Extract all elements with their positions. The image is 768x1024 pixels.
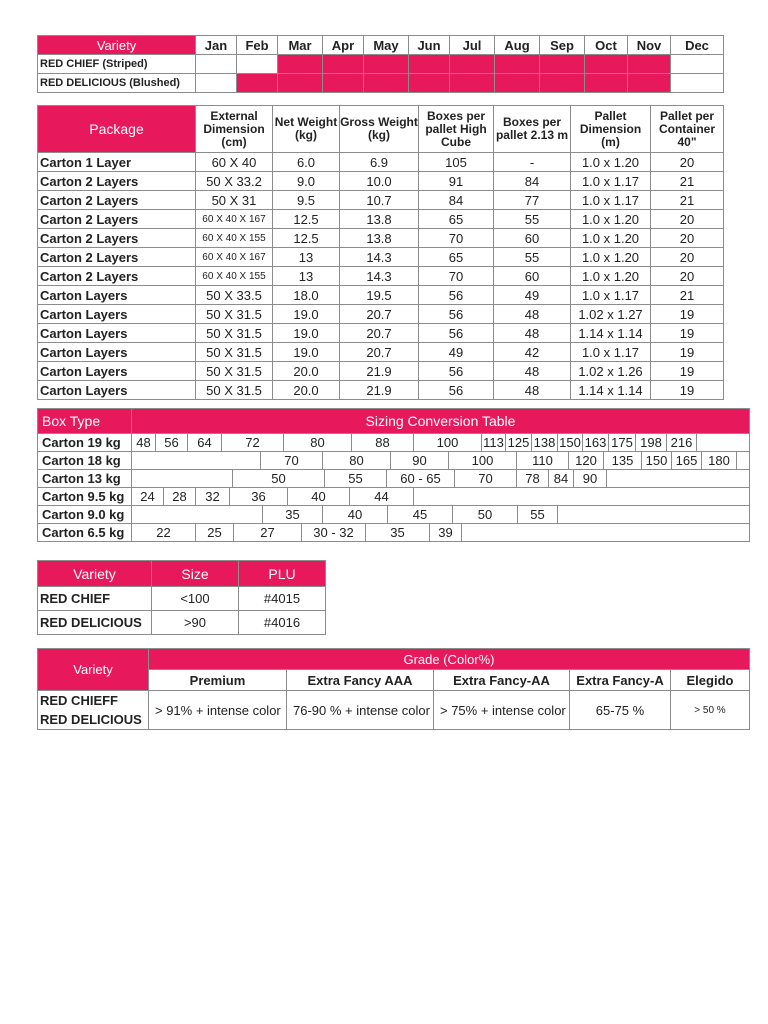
month-header: Nov — [628, 36, 671, 55]
plu-size: >90 — [152, 611, 239, 635]
grade-premium-header: Premium — [149, 670, 287, 691]
package-cell: 19.5 — [340, 286, 419, 305]
package-cell: 1.0 x 1.20 — [571, 267, 651, 286]
plu-code: #4015 — [239, 587, 326, 611]
package-cell: 50 X 31.5 — [196, 324, 273, 343]
month-cell — [628, 74, 671, 93]
package-cell: 65 — [419, 248, 494, 267]
package-cell: 12.5 — [273, 210, 340, 229]
size-strip — [132, 434, 750, 452]
grade-elegido-value: > 50 % — [671, 691, 750, 730]
package-cell: 1.0 x 1.17 — [571, 191, 651, 210]
size-strip — [132, 524, 750, 542]
grade-aaa-header: Extra Fancy AAA — [287, 670, 434, 691]
month-header: Jun — [409, 36, 450, 55]
box-type: Carton 18 kg — [38, 452, 132, 470]
size-value: 35 — [366, 524, 430, 541]
month-cell — [409, 55, 450, 74]
size-value: 30 - 32 — [302, 524, 366, 541]
package-header: Package — [38, 106, 196, 153]
package-cell: 84 — [494, 172, 571, 191]
month-header: Mar — [278, 36, 323, 55]
box-type: Carton 6.5 kg — [38, 524, 132, 542]
boxes-213-header: Boxes per pallet 2.13 m — [494, 106, 571, 153]
month-cell — [450, 74, 495, 93]
month-header: Aug — [495, 36, 540, 55]
grade-premium-value: > 91% + intense color — [149, 691, 287, 730]
package-cell: 20 — [651, 248, 724, 267]
plu-variety: RED DELICIOUS — [38, 611, 152, 635]
gross-weight-header: Gross Weight (kg) — [340, 106, 419, 153]
month-cell — [540, 55, 585, 74]
table-row — [38, 434, 750, 452]
month-cell — [196, 74, 237, 93]
month-header: Sep — [540, 36, 585, 55]
package-cell: 1.0 x 1.17 — [571, 286, 651, 305]
size-value: 84 — [549, 470, 574, 487]
package-cell: 60 X 40 — [196, 153, 273, 172]
package-cell: 70 — [419, 267, 494, 286]
grade-variety: RED CHIEFF — [40, 693, 118, 708]
size-value: 50 — [453, 506, 518, 523]
sizing-rows — [38, 434, 750, 542]
package-cell: 14.3 — [340, 267, 419, 286]
package-cell: 19 — [651, 362, 724, 381]
sizing-conversion-table — [37, 408, 750, 542]
package-cell: 20 — [651, 153, 724, 172]
variety-header: Variety — [38, 36, 196, 55]
package-cell: 1.02 x 1.26 — [571, 362, 651, 381]
empty-cell — [132, 470, 233, 487]
package-cell: 50 X 31.5 — [196, 381, 273, 400]
package-name: Carton Layers — [38, 286, 196, 305]
empty-cell — [132, 452, 261, 469]
size-value: 45 — [388, 506, 453, 523]
month-header: Apr — [323, 36, 364, 55]
month-cell — [278, 55, 323, 74]
grade-table — [37, 648, 750, 730]
plu-variety: RED CHIEF — [38, 587, 152, 611]
package-cell: 1.0 x 1.20 — [571, 248, 651, 267]
size-value: 64 — [188, 434, 222, 451]
calendar-row — [38, 74, 724, 93]
size-value: 100 — [414, 434, 482, 451]
package-cell: 65 — [419, 210, 494, 229]
package-cell: 10.7 — [340, 191, 419, 210]
grade-color-header: Grade (Color%) — [149, 649, 750, 670]
package-cell: 10.0 — [340, 172, 419, 191]
package-name: Carton 2 Layers — [38, 210, 196, 229]
package-cell: 20 — [651, 267, 724, 286]
month-header: Dec — [671, 36, 724, 55]
table-row — [38, 506, 750, 524]
package-name: Carton Layers — [38, 362, 196, 381]
size-value: 22 — [132, 524, 196, 541]
package-cell: 56 — [419, 324, 494, 343]
size-value: 44 — [350, 488, 414, 505]
package-cell: 70 — [419, 229, 494, 248]
size-value: 150 — [642, 452, 672, 469]
size-value: 40 — [323, 506, 388, 523]
plu-table — [37, 560, 326, 635]
table-row — [38, 305, 724, 324]
table-row — [38, 488, 750, 506]
table-row — [38, 172, 724, 191]
size-value: 110 — [517, 452, 569, 469]
size-strip — [132, 470, 750, 488]
package-cell: 1.0 x 1.20 — [571, 210, 651, 229]
size-value: 78 — [517, 470, 549, 487]
month-cell — [671, 74, 724, 93]
grade-aaa-value: 76-90 % + intense color — [287, 691, 434, 730]
size-value: 70 — [261, 452, 323, 469]
package-spec-table — [37, 105, 724, 400]
package-cell: 14.3 — [340, 248, 419, 267]
month-cell — [237, 74, 278, 93]
size-value: 32 — [196, 488, 230, 505]
month-header: May — [364, 36, 409, 55]
package-cell: 6.0 — [273, 153, 340, 172]
grade-aa-header: Extra Fancy-AA — [434, 670, 570, 691]
package-cell: 42 — [494, 343, 571, 362]
plu-size-header: Size — [152, 561, 239, 587]
box-type: Carton 9.0 kg — [38, 506, 132, 524]
package-cell: 50 X 33.5 — [196, 286, 273, 305]
month-cell — [364, 74, 409, 93]
month-cell — [495, 55, 540, 74]
table-row — [38, 343, 724, 362]
external-dimension-header: External Dimension (cm) — [196, 106, 273, 153]
package-cell: 50 X 31.5 — [196, 362, 273, 381]
sizing-title: Sizing Conversion Table — [132, 409, 750, 434]
package-cell: 48 — [494, 305, 571, 324]
package-cell: 20.7 — [340, 343, 419, 362]
size-value: 27 — [234, 524, 302, 541]
box-type: Carton 13 kg — [38, 470, 132, 488]
size-strip — [132, 488, 750, 506]
table-row — [38, 452, 750, 470]
package-name: Carton 2 Layers — [38, 172, 196, 191]
package-cell: 60 — [494, 267, 571, 286]
package-cell: 84 — [419, 191, 494, 210]
month-header: Feb — [237, 36, 278, 55]
size-value: 55 — [325, 470, 387, 487]
month-cell — [323, 74, 364, 93]
package-cell: 19.0 — [273, 343, 340, 362]
table-row — [38, 362, 724, 381]
size-value: 24 — [132, 488, 164, 505]
table-row — [38, 248, 724, 267]
package-cell: 1.14 x 1.14 — [571, 324, 651, 343]
package-cell: 50 X 31 — [196, 191, 273, 210]
package-cell: 21 — [651, 286, 724, 305]
table-row — [38, 229, 724, 248]
month-cell — [237, 55, 278, 74]
package-cell: 19.0 — [273, 305, 340, 324]
package-name: Carton 2 Layers — [38, 248, 196, 267]
size-value: 125 — [506, 434, 532, 451]
size-value: 90 — [574, 470, 607, 487]
grade-variety-header: Variety — [38, 649, 149, 691]
package-cell: 77 — [494, 191, 571, 210]
size-value: 198 — [636, 434, 667, 451]
plu-code-header: PLU — [239, 561, 326, 587]
package-cell: 49 — [494, 286, 571, 305]
size-value: 39 — [430, 524, 462, 541]
package-cell: 20.0 — [273, 362, 340, 381]
month-cell — [585, 74, 628, 93]
package-cell: 60 X 40 X 155 — [196, 229, 273, 248]
package-cell: 50 X 31.5 — [196, 343, 273, 362]
package-cell: 18.0 — [273, 286, 340, 305]
package-name: Carton Layers — [38, 324, 196, 343]
table-row — [38, 324, 724, 343]
package-cell: 21.9 — [340, 381, 419, 400]
calendar-row — [38, 55, 724, 74]
box-type: Carton 9.5 kg — [38, 488, 132, 506]
month-cell — [323, 55, 364, 74]
package-cell: 6.9 — [340, 153, 419, 172]
size-value: 90 — [391, 452, 449, 469]
package-cell: 60 — [494, 229, 571, 248]
package-cell: - — [494, 153, 571, 172]
package-cell: 1.14 x 1.14 — [571, 381, 651, 400]
size-value: 113 — [482, 434, 506, 451]
plu-code: #4016 — [239, 611, 326, 635]
size-value: 28 — [164, 488, 196, 505]
package-cell: 20.0 — [273, 381, 340, 400]
package-cell: 1.0 x 1.20 — [571, 153, 651, 172]
month-cell — [540, 74, 585, 93]
size-value: 163 — [583, 434, 609, 451]
table-row — [38, 153, 724, 172]
package-cell: 50 X 31.5 — [196, 305, 273, 324]
package-cell: 1.0 x 1.17 — [571, 343, 651, 362]
package-cell: 19 — [651, 381, 724, 400]
grade-aa-value: > 75% + intense color — [434, 691, 570, 730]
package-cell: 13.8 — [340, 229, 419, 248]
month-header: Jan — [196, 36, 237, 55]
size-value: 165 — [672, 452, 702, 469]
package-name: Carton 1 Layer — [38, 153, 196, 172]
size-value: 50 — [233, 470, 325, 487]
package-cell: 19.0 — [273, 324, 340, 343]
size-value: 138 — [532, 434, 558, 451]
size-value: 60 - 65 — [387, 470, 455, 487]
package-cell: 1.02 x 1.27 — [571, 305, 651, 324]
grade-elegido-header: Elegido — [671, 670, 750, 691]
grade-variety: RED DELICIOUS — [40, 712, 142, 727]
table-row — [38, 267, 724, 286]
month-cell — [628, 55, 671, 74]
month-cell — [585, 55, 628, 74]
size-value: 36 — [230, 488, 288, 505]
size-value: 55 — [518, 506, 558, 523]
package-name: Carton 2 Layers — [38, 267, 196, 286]
package-cell: 13.8 — [340, 210, 419, 229]
size-value: 25 — [196, 524, 234, 541]
table-row — [38, 611, 326, 635]
month-header: Oct — [585, 36, 628, 55]
package-cell: 19 — [651, 343, 724, 362]
month-cell — [495, 74, 540, 93]
table-row — [38, 191, 724, 210]
table-row — [38, 470, 750, 488]
package-cell: 60 X 40 X 167 — [196, 248, 273, 267]
size-value: 48 — [132, 434, 156, 451]
grade-a-header: Extra Fancy-A — [570, 670, 671, 691]
pallet-dimension-header: Pallet Dimension (m) — [571, 106, 651, 153]
package-cell: 21 — [651, 191, 724, 210]
month-cell — [364, 55, 409, 74]
size-value: 180 — [702, 452, 737, 469]
plu-variety-header: Variety — [38, 561, 152, 587]
size-value: 216 — [667, 434, 697, 451]
package-cell: 56 — [419, 286, 494, 305]
table-row — [38, 381, 724, 400]
package-cell: 48 — [494, 362, 571, 381]
size-value: 120 — [569, 452, 604, 469]
package-cell: 55 — [494, 248, 571, 267]
package-cell: 56 — [419, 381, 494, 400]
size-value: 135 — [604, 452, 642, 469]
plu-size: <100 — [152, 587, 239, 611]
package-cell: 49 — [419, 343, 494, 362]
package-name: Carton 2 Layers — [38, 229, 196, 248]
month-cell — [278, 74, 323, 93]
package-cell: 13 — [273, 248, 340, 267]
size-strip — [132, 506, 750, 524]
table-row — [38, 691, 750, 730]
month-cell — [196, 55, 237, 74]
month-cell — [450, 55, 495, 74]
table-row — [38, 587, 326, 611]
size-strip — [132, 452, 750, 470]
package-cell: 20.7 — [340, 305, 419, 324]
package-name: Carton Layers — [38, 305, 196, 324]
size-value: 150 — [558, 434, 583, 451]
size-value: 80 — [323, 452, 391, 469]
package-cell: 91 — [419, 172, 494, 191]
package-rows — [38, 153, 724, 400]
package-cell: 19 — [651, 324, 724, 343]
empty-cell — [132, 506, 263, 523]
package-cell: 56 — [419, 305, 494, 324]
package-cell: 20 — [651, 210, 724, 229]
size-value: 70 — [455, 470, 517, 487]
package-cell: 19 — [651, 305, 724, 324]
package-cell: 60 X 40 X 155 — [196, 267, 273, 286]
month-cell — [409, 74, 450, 93]
variety-name: RED CHIEF (Striped) — [38, 55, 196, 74]
package-name: Carton 2 Layers — [38, 191, 196, 210]
package-name: Carton Layers — [38, 343, 196, 362]
package-name: Carton Layers — [38, 381, 196, 400]
package-cell: 105 — [419, 153, 494, 172]
package-cell: 9.5 — [273, 191, 340, 210]
size-value: 35 — [263, 506, 323, 523]
package-cell: 20.7 — [340, 324, 419, 343]
net-weight-header: Net Weight (kg) — [273, 106, 340, 153]
table-row — [38, 210, 724, 229]
package-cell: 9.0 — [273, 172, 340, 191]
package-cell: 20 — [651, 229, 724, 248]
box-type: Carton 19 kg — [38, 434, 132, 452]
table-row — [38, 286, 724, 305]
pallet-per-container-header: Pallet per Container 40" — [651, 106, 724, 153]
size-value: 56 — [156, 434, 188, 451]
variety-name: RED DELICIOUS (Blushed) — [38, 74, 196, 93]
boxes-high-cube-header: Boxes per pallet High Cube — [419, 106, 494, 153]
package-cell: 60 X 40 X 167 — [196, 210, 273, 229]
table-row — [38, 524, 750, 542]
size-value: 175 — [609, 434, 636, 451]
month-header: Jul — [450, 36, 495, 55]
package-cell: 21.9 — [340, 362, 419, 381]
package-cell: 13 — [273, 267, 340, 286]
grade-a-value: 65-75 % — [570, 691, 671, 730]
package-cell: 50 X 33.2 — [196, 172, 273, 191]
size-value: 88 — [352, 434, 414, 451]
package-cell: 48 — [494, 381, 571, 400]
package-cell: 12.5 — [273, 229, 340, 248]
month-cell — [671, 55, 724, 74]
size-value: 80 — [284, 434, 352, 451]
package-cell: 55 — [494, 210, 571, 229]
package-cell: 1.0 x 1.17 — [571, 172, 651, 191]
package-cell: 1.0 x 1.20 — [571, 229, 651, 248]
grade-varieties — [38, 691, 149, 730]
package-cell: 56 — [419, 362, 494, 381]
size-value: 72 — [222, 434, 284, 451]
size-value: 40 — [288, 488, 350, 505]
size-value: 100 — [449, 452, 517, 469]
box-type-header: Box Type — [38, 409, 132, 434]
package-cell: 21 — [651, 172, 724, 191]
harvest-calendar-table — [37, 35, 724, 93]
package-cell: 48 — [494, 324, 571, 343]
